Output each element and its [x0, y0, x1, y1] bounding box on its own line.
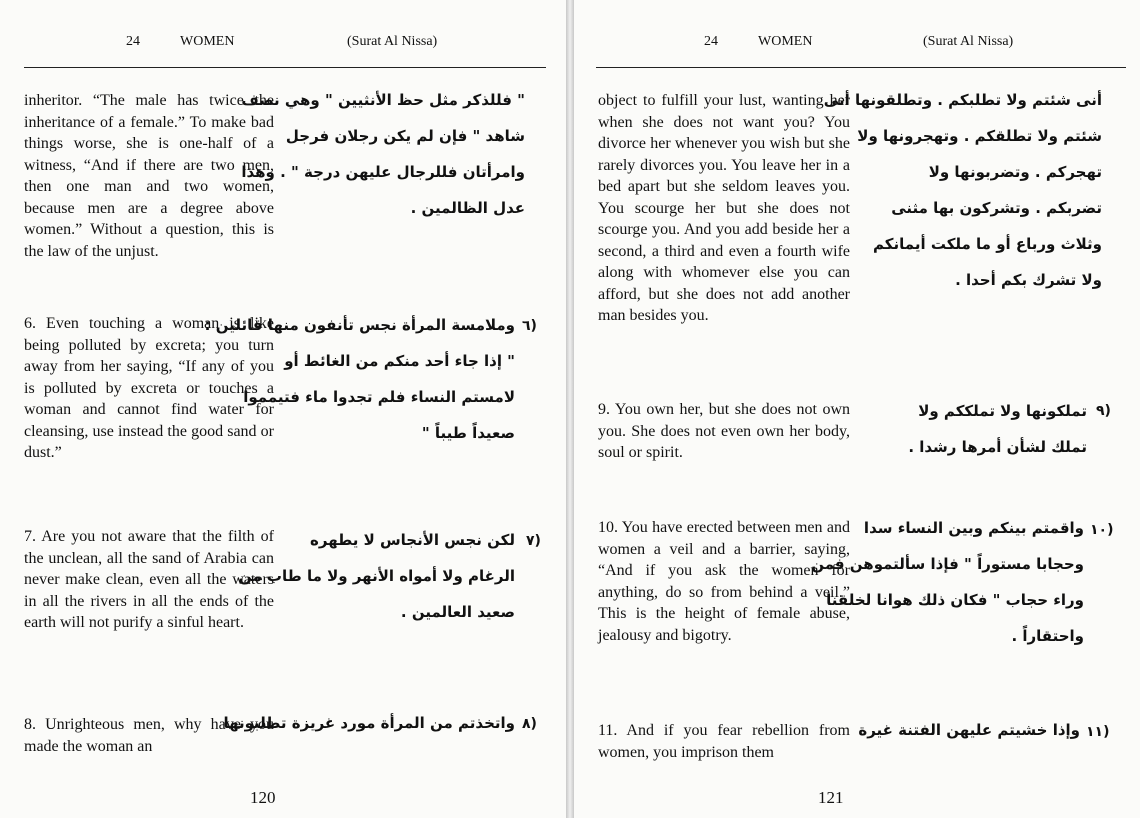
- arabic-line: " فللذكر مثل حظ الأنثيين " وهي نصف: [241, 91, 525, 109]
- verse-number: ٨): [522, 716, 537, 732]
- page-number: 121: [818, 788, 844, 807]
- header-number: 24: [704, 34, 718, 49]
- verse-number: ٧): [526, 533, 541, 549]
- header-rule: [596, 67, 1126, 68]
- arabic-line: عدل الظالمين .: [410, 199, 525, 217]
- arabic-line: شئتم ولا تطلقكم . وتهجرونها ولا: [857, 127, 1102, 145]
- header-surah: (Surat Al Nissa): [923, 34, 1014, 49]
- arabic-line: الرغام ولا أمواه الأنهر ولا ما طاب من: [238, 567, 515, 585]
- verse-english: inheritor. “The male has twice the inheritance of a female.” To make bad things worse, she is one-half of a witness, “And if there are two men, then one man and two women, because men are a degree above women.” Without a question, this is the law of the unjust.: [24, 92, 274, 260]
- arabic-line: تضربكم . وتشركون بها مثنى: [891, 199, 1102, 217]
- verse-number: ٦): [522, 318, 537, 334]
- verse-english: 6. Even touching a woman is like being polluted by excreta; you turn away from her saying, “If any of you is polluted by excreta or touches a woman and cannot find water for cleansing, use instead the good sand or dust.”: [24, 315, 274, 461]
- verse-english: 11. And if you fear rebellion from women, you imprison them: [598, 722, 850, 761]
- verse-arabic: [858, 712, 1080, 748]
- arabic-line: تملك لشأن أمرها رشدا .: [908, 438, 1087, 456]
- arabic-line: أنى شئتم ولا تطلبكم . وتطلقونها أنى: [823, 91, 1102, 109]
- verse-arabic: [811, 510, 1084, 654]
- header-rule: [24, 67, 546, 68]
- verse-number: ١١): [1086, 724, 1110, 740]
- header-number: 24: [126, 34, 140, 49]
- verse-english: 7. Are you not aware that the filth of the unclean, all the sand of Arabia can never make clean, even all the waters in all the rivers in all the ends of the earth will not purify a sinful heart.: [24, 528, 274, 631]
- verse-number: ١٠): [1090, 522, 1114, 538]
- header-title: WOMEN: [758, 34, 813, 49]
- arabic-line: صعيد العالمين .: [400, 603, 515, 621]
- verse-arabic: [204, 307, 515, 451]
- arabic-line: تهجركم . وتضربونها ولا: [928, 163, 1102, 181]
- left-page: [0, 0, 566, 818]
- verse-number: ٩): [1096, 403, 1111, 419]
- arabic-line: واحتقاراً .: [1011, 627, 1084, 645]
- verse-arabic: [862, 393, 1087, 465]
- verse-english: object to fulfill your lust, wanting her when she does not want you? You divorce her whenever you wish but she rarely divorces you. You leave her in a bed apart but she seldom leaves you. You scourge her but she does not scourge you. And you add beside her a second, a third and even a fourth wife along with whomever else you can afford, but she does not add another man besides you.: [598, 92, 850, 324]
- arabic-line: صعيداً طيباً ": [421, 424, 515, 442]
- verse-arabic: [238, 522, 515, 630]
- verse-arabic: [223, 705, 515, 741]
- verse-arabic: [241, 82, 525, 226]
- verse-english: 8. Unrighteous men, why have you made the woman an: [24, 716, 274, 755]
- book-gutter: [566, 0, 574, 818]
- arabic-line: ولا تشرك بكم أحدا .: [955, 271, 1102, 289]
- header-title: WOMEN: [180, 34, 235, 49]
- arabic-line: لامستم النساء فلم تجدوا ماء فتيمموا: [243, 388, 515, 406]
- arabic-line: وامرأتان فللرجال عليهن درجة " . وهذا: [241, 163, 525, 181]
- arabic-line: تملكونها ولا تملككم ولا: [918, 402, 1087, 420]
- arabic-line: شاهد " فإن لم يكن رجلان فرجل: [285, 127, 525, 145]
- arabic-line: لكن نجس الأنجاس لا يطهره: [310, 531, 515, 549]
- verse-english: 10. You have erected between men and women a veil and a barrier, saying, “And if you ask the women for anything, do so from behind a veil.” This is the height of female abuse, jealousy and bigotry.: [598, 519, 850, 644]
- arabic-line: واتخذتم من المرأة مورد غريزة تطلبونها: [223, 714, 515, 732]
- arabic-line: وإذا خشيتم عليهن الفتنة غيرة: [858, 721, 1080, 739]
- right-page: [574, 0, 1140, 818]
- arabic-line: واقمتم بينكم وبين النساء سدا: [863, 519, 1084, 537]
- arabic-line: وراء حجاب " فكان ذلك هوانا لخلقنا: [826, 591, 1084, 609]
- header-surah: (Surat Al Nissa): [347, 34, 438, 49]
- page-number: 120: [250, 788, 276, 807]
- arabic-line: " إذا جاء أحد منكم من الغائط أو: [284, 352, 515, 370]
- verse-english: 9. You own her, but she does not own you. She does not even own her body, soul or spirit.: [598, 401, 850, 461]
- arabic-line: وحجابا مستوراً " فإذا سألتموهن فمن: [811, 555, 1084, 573]
- arabic-line: وثلاث ورباع أو ما ملكت أيمانكم: [873, 235, 1102, 253]
- arabic-line: وملامسة المرأة نجس تأنفون منها قائلين :: [204, 316, 515, 334]
- verse-arabic: [823, 82, 1102, 298]
